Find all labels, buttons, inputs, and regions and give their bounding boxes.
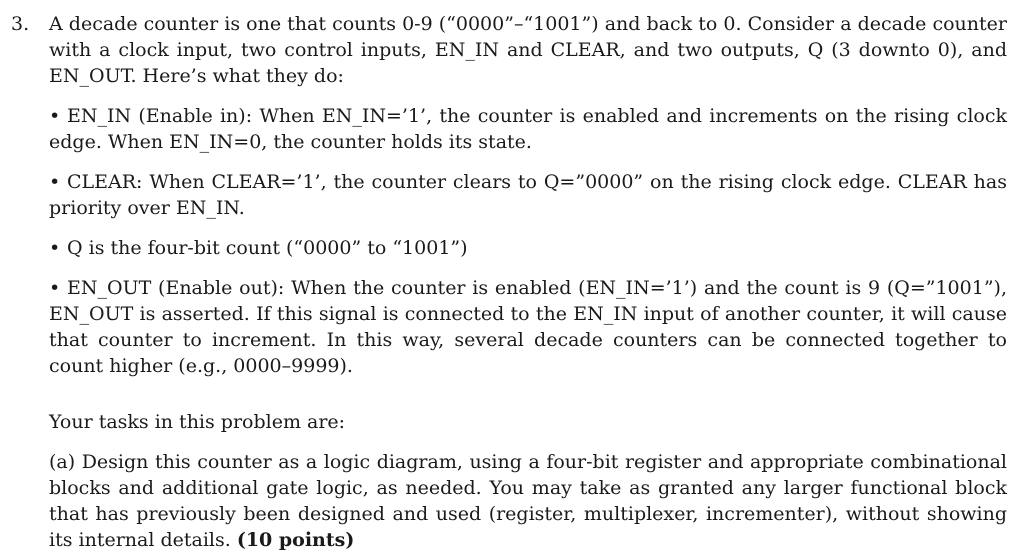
bullet-q [49, 235, 1007, 261]
bullet-marker: • [49, 171, 61, 193]
problem-content [49, 11, 1007, 553]
bullet-text: EN_OUT (Enable out): When the counter is enabled (EN_IN=’1’) and the count is 9 (Q=”1001”), EN_OUT is asserted. If this signal is connected to the EN_IN input of another counter, it will cause that counter to increment. In this way, several decade counters can be connected together to count higher (e.g., 0000–9999). [49, 277, 1007, 377]
bullet-text: Q is the four-bit count (“0000” to “1001”) [67, 237, 468, 259]
bullet-marker: • [49, 237, 61, 259]
bullet-marker: • [49, 105, 61, 127]
task-a [49, 449, 1007, 553]
task-a-text: (a) Design this counter as a logic diagram, using a four-bit register and appropriate combinational blocks and additional gate logic, as needed. You may take as granted any larger functional block that has previously been designed and used (register, multiplexer, incrementer), without showing its internal details. [49, 451, 1007, 551]
bullet-text: EN_IN (Enable in): When EN_IN=’1’, the counter is enabled and increments on the rising clock edge. When EN_IN=0, the counter holds its state. [49, 105, 1007, 153]
tasks-heading: Your tasks in this problem are: [49, 411, 346, 433]
problem-number: 3. [11, 13, 30, 35]
bullet-en-in [49, 103, 1007, 155]
bullet-text: CLEAR: When CLEAR=’1’, the counter clears to Q=”0000” on the rising clock edge. CLEAR has priority over EN_IN. [49, 171, 1007, 219]
bullet-clear [49, 169, 1007, 221]
problem-intro: A decade counter is one that counts 0-9 (“0000”–“1001”) and back to 0. Consider a decade counter with a clock input, two control inputs, EN_IN and CLEAR, and two outputs, Q (3 downto 0), and EN_OUT. Here’s what they do: [49, 13, 1007, 87]
bullet-marker: • [49, 277, 61, 299]
bullet-en-out [49, 275, 1007, 379]
task-a-points: (10 points) [236, 529, 355, 551]
